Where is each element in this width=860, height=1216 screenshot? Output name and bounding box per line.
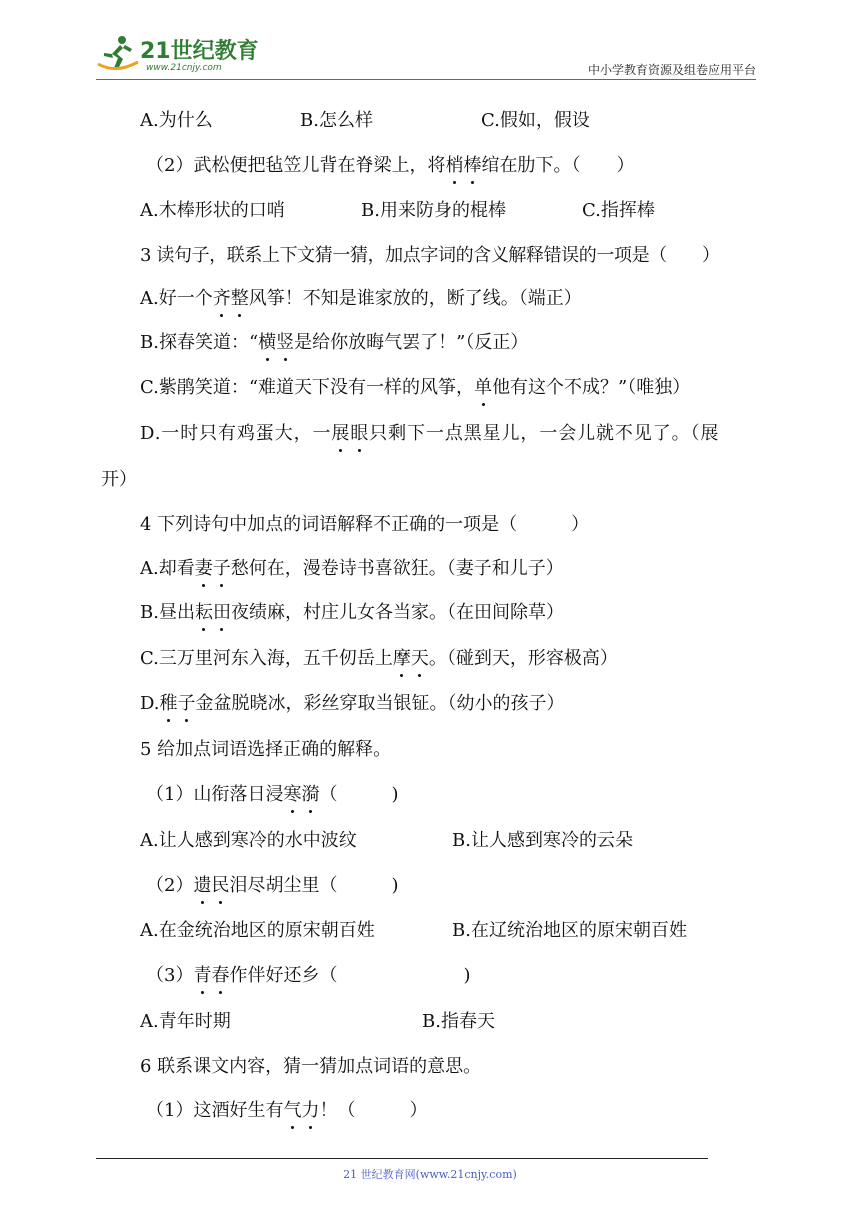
option-b: B.在辽统治地区的原宋朝百姓 xyxy=(452,920,687,941)
question-5-sub-3 xyxy=(146,964,470,988)
header-divider xyxy=(96,79,756,80)
runner-logo-icon xyxy=(96,34,140,74)
option-a: A.让人感到寒冷的水中波纹 xyxy=(140,830,357,851)
dotted-char: 稚 xyxy=(159,693,178,714)
text: 愁何在，漫卷诗书喜欲狂。（妻子和儿子） xyxy=(230,558,564,579)
text: （2） xyxy=(146,875,194,896)
text: ！（ ） xyxy=(319,1100,428,1121)
text: 金盆脱晓冰，彩丝穿取当银钲。（幼小的孩子） xyxy=(195,693,565,714)
dotted-char: 眼 xyxy=(350,423,370,444)
question-3-stem: 3 读句子，联系上下文猜一猜，加点字词的含义解释错误的一项是（ ） xyxy=(140,245,720,266)
footer-link[interactable]: 21 世纪教育网(www.21cnjy.com) xyxy=(343,1168,517,1181)
dotted-char: 妻 xyxy=(194,558,213,579)
dotted-char: 青 xyxy=(193,965,212,986)
text: B.昼出 xyxy=(140,602,195,623)
option-a: A.为什么 xyxy=(140,110,213,131)
question-5-stem: 5 给加点词语选择正确的解释。 xyxy=(140,739,392,760)
option-c: C.假如，假设 xyxy=(481,110,590,131)
text: （1）山衔落日浸 xyxy=(146,784,284,805)
dotted-char: 天 xyxy=(410,648,429,669)
dotted-char: 春 xyxy=(211,965,230,986)
option-a: A.青年时期 xyxy=(140,1011,231,1032)
text: 夜绩麻，村庄儿女各当家。（在田间除草） xyxy=(230,602,564,623)
dotted-char: 竖 xyxy=(276,332,295,353)
text: C.三万里河东入海，五千仞岳上 xyxy=(140,648,393,669)
header-platform-text: 中小学教育资源及组卷应用平台 xyxy=(587,63,756,77)
dotted-char: 遗 xyxy=(193,875,212,896)
q2-2-text-post: 绾在肋下。（ ） xyxy=(481,155,635,176)
question-3-option-d xyxy=(140,422,719,446)
text: B.探春笑道：“ xyxy=(140,332,259,353)
dotted-char: 民 xyxy=(211,875,230,896)
option-a: A.在金统治地区的原宋朝百姓 xyxy=(140,920,375,941)
logo-url: www.21cnjy.com xyxy=(146,63,222,73)
text: 。（碰到天，形容极高） xyxy=(428,648,618,669)
question-4-option-a xyxy=(140,557,564,581)
option-b: B.指春天 xyxy=(422,1011,495,1032)
question-5-sub-2 xyxy=(146,874,398,898)
dotted-char: 棒 xyxy=(463,155,482,176)
dotted-char: 单 xyxy=(474,377,493,398)
dotted-char: 子 xyxy=(177,693,196,714)
dotted-char: 田 xyxy=(212,602,231,623)
text: D. xyxy=(140,693,160,714)
question-3-option-a xyxy=(140,287,582,311)
text: A.好一个 xyxy=(140,288,213,309)
text: C.紫鹃笑道：“难道天下没有一样的风筝， xyxy=(140,377,475,398)
text: 是给你放晦气罢了！”（反正） xyxy=(294,332,529,353)
text: （ ) xyxy=(319,784,399,805)
page-header xyxy=(0,0,860,82)
question-6-sub-1 xyxy=(146,1099,427,1123)
footer-divider xyxy=(96,1158,708,1159)
text: （1）这酒好生有 xyxy=(146,1100,284,1121)
question-4-stem: 4 下列诗句中加点的词语解释不正确的一项是（ ） xyxy=(140,514,590,535)
text: D.一时只有鸡蛋大，一 xyxy=(140,423,332,444)
text: 只剩下一点黑星儿，一会儿就不见了。（展 xyxy=(369,423,720,444)
question-3-option-d-cont: 开） xyxy=(101,469,137,490)
dotted-char: 摩 xyxy=(392,648,411,669)
question-4-option-c xyxy=(140,647,618,671)
q2-2-text-pre: （2）武松便把毡笠儿背在脊梁上，将 xyxy=(146,155,446,176)
option-c: C.指挥棒 xyxy=(582,200,655,221)
option-b: B.让人感到寒冷的云朵 xyxy=(452,830,633,851)
option-a: A.木棒形状的口哨 xyxy=(140,200,285,221)
dotted-char: 子 xyxy=(212,558,231,579)
dotted-char: 耘 xyxy=(194,602,213,623)
text: 风筝！不知是谁家放的，断了线。（端正） xyxy=(248,288,582,309)
text: （3） xyxy=(146,965,194,986)
logo-text: 21世纪教育 xyxy=(140,39,259,64)
dotted-char: 梢 xyxy=(445,155,464,176)
question-5-sub-1 xyxy=(146,783,398,807)
dotted-char: 展 xyxy=(331,423,351,444)
text: 他有这个不成？”（唯独） xyxy=(492,377,691,398)
dotted-char: 整 xyxy=(230,288,249,309)
text: 泪尽胡尘里（ ) xyxy=(229,875,399,896)
question-3-option-c xyxy=(140,376,690,400)
dotted-char: 漪 xyxy=(301,784,320,805)
dotted-char: 齐 xyxy=(212,288,231,309)
question-2-2 xyxy=(146,154,634,178)
question-4-option-b xyxy=(140,601,564,625)
dotted-char: 气 xyxy=(283,1100,302,1121)
question-4-option-d xyxy=(140,692,565,716)
text: A.却看 xyxy=(140,558,195,579)
question-6-stem: 6 联系课文内容，猜一猜加点词语的意思。 xyxy=(140,1056,482,1077)
dotted-char: 力 xyxy=(301,1100,320,1121)
option-b: B.用来防身的棍棒 xyxy=(361,200,506,221)
dotted-char: 横 xyxy=(258,332,277,353)
dotted-char: 寒 xyxy=(283,784,302,805)
site-logo xyxy=(96,34,266,78)
question-3-option-b xyxy=(140,331,528,355)
option-b: B.怎么样 xyxy=(300,110,373,131)
text: 作伴好还乡（ ) xyxy=(229,965,471,986)
